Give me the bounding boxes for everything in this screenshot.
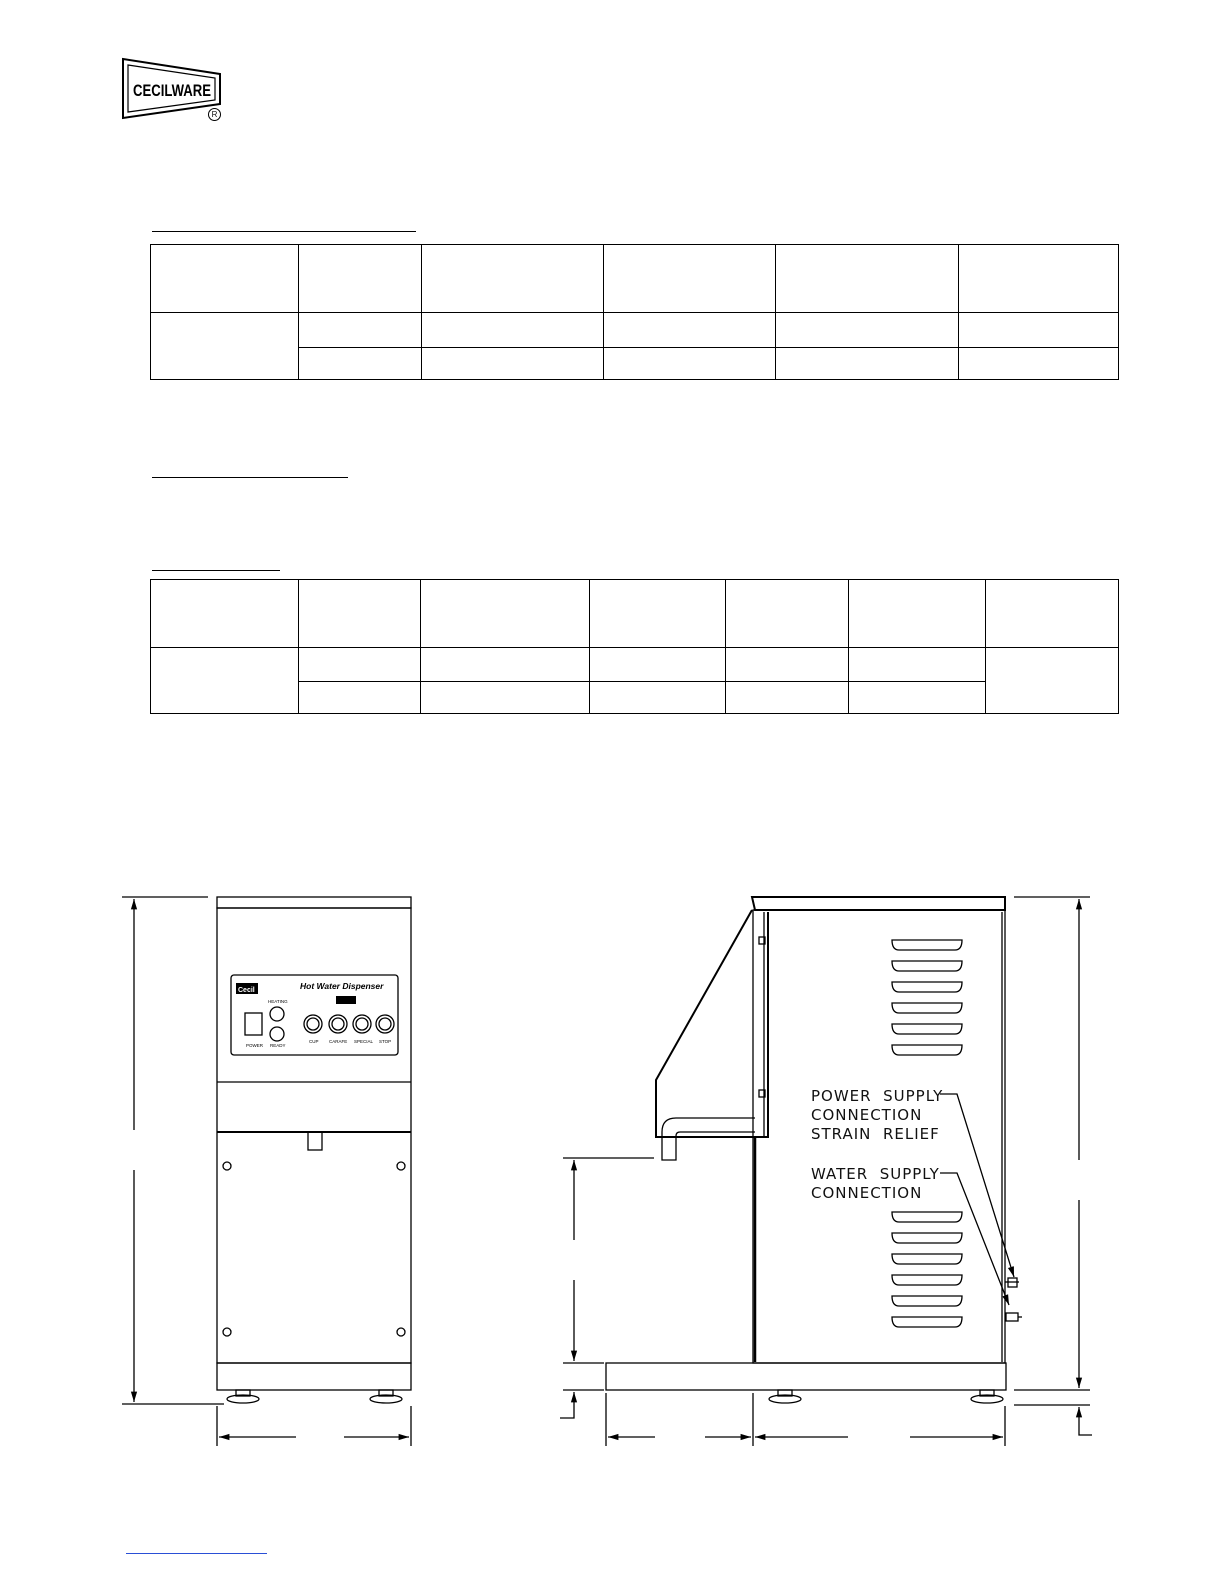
stop-button-inner [379,1018,391,1030]
table-cell [604,348,776,380]
table-cell [849,648,986,682]
table-cell [422,245,604,313]
table-cell [986,648,1119,714]
top-cap [217,897,411,908]
power-supply-callout: POWER SUPPLY CONNECTION STRAIN RELIEF [811,1087,944,1143]
registered-mark: R [211,110,218,119]
vent-louver [892,1296,962,1306]
carafe-button-inner [332,1018,344,1030]
table-cell [590,682,726,714]
table-cell [299,648,421,682]
cabinet-body [217,908,411,1363]
footer-link[interactable] [126,1553,267,1554]
table-cell [726,580,849,648]
vent-louver [892,1212,962,1222]
table-cell [151,580,299,648]
table-cell [421,682,590,714]
table-cell [151,245,299,313]
vent-louver [892,1003,962,1013]
cup-button-inner [307,1018,319,1030]
logo-text: CECILWARE [133,81,211,100]
table-cell [422,313,604,348]
table-cell [299,580,421,648]
table-cell [959,348,1119,380]
display-window [336,996,356,1004]
table-cell [726,648,849,682]
table-cell [422,348,604,380]
table-cell [776,245,959,313]
spec-table-1 [150,244,1119,380]
table-cell [151,648,299,714]
faucet [662,1118,755,1160]
table-cell [604,245,776,313]
table-row [151,313,1119,348]
screw-icon [397,1162,405,1170]
switch-label: POWER [246,1043,264,1048]
panel-title: Hot Water Dispenser [300,981,384,991]
table-cell [299,313,422,348]
table-cell [849,682,986,714]
table-header-row [151,580,1119,648]
special-button-inner [356,1018,368,1030]
button-label-carafe: CARAFE [329,1039,348,1044]
table-cell [849,580,986,648]
power-switch [245,1013,262,1035]
screw-icon [397,1328,405,1336]
table-cell [421,580,590,648]
base-height-dimension [560,1392,574,1418]
vent-louver [892,1254,962,1264]
table-cell [986,580,1119,648]
button-label-stop: STOP [379,1039,392,1044]
spout [308,1132,322,1150]
vent-louver [892,1045,962,1055]
table-cell [299,245,422,313]
water-supply-callout: WATER SUPPLY CONNECTION [811,1165,940,1202]
vent-louver [892,961,962,971]
vent-louver [892,1275,962,1285]
registered-mark-icon [208,108,221,121]
front-view-drawing [0,880,440,1460]
section3-heading-underline [152,570,280,571]
table-cell [726,682,849,714]
table-header-row [151,245,1119,313]
front-housing [656,910,768,1137]
vent-louver [892,1317,962,1327]
water-inlet-fitting [1006,1313,1018,1321]
heating-indicator-icon [270,1007,284,1021]
button-label-cup: CUP [309,1039,319,1044]
table-cell [590,580,726,648]
drip-base [606,1363,1006,1390]
button-label-special: SPECIAL [354,1039,374,1044]
table-cell [604,313,776,348]
leg-height-dimension [1079,1407,1092,1435]
vent-louver [892,982,962,992]
spec-table-2 [150,579,1119,714]
indicator-label-ready: READY [270,1043,286,1048]
table-cell [959,245,1119,313]
ready-indicator-icon [270,1027,284,1041]
table-cell [151,313,299,380]
screw-icon [223,1162,231,1170]
table-cell [299,682,421,714]
top-lid [752,897,1005,910]
table-cell [421,648,590,682]
table-cell [959,313,1119,348]
table-cell [776,348,959,380]
vent-louver [892,1024,962,1034]
table-cell [299,348,422,380]
vent-louver [892,940,962,950]
vent-louver [892,1233,962,1243]
screw-icon [223,1328,231,1336]
brand-badge-text: Cecil [238,987,255,994]
table-cell [776,313,959,348]
indicator-label-heating: HEATING [268,999,288,1004]
base [217,1363,411,1390]
power-supply-leader-line [940,1094,1014,1277]
table-row [151,648,1119,682]
table-cell [590,648,726,682]
section2-heading-underline [152,477,348,478]
section1-heading-underline [152,231,416,232]
